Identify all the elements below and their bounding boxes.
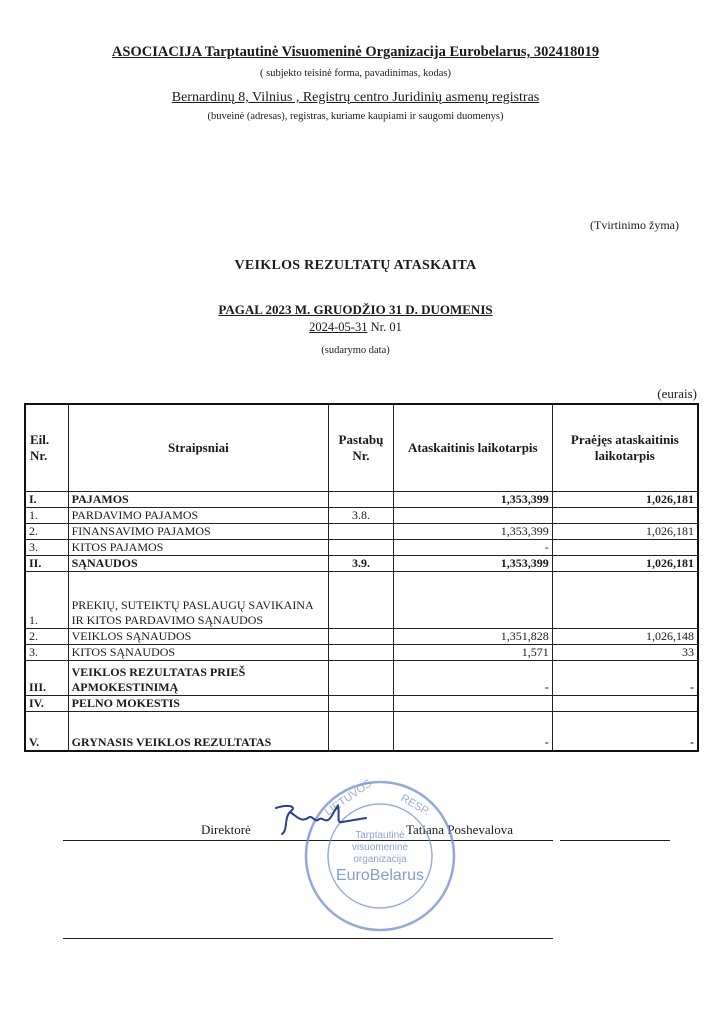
row-previous-value: 1,026,181: [552, 556, 698, 572]
row-item: FINANSAVIMO PAJAMOS: [68, 524, 328, 540]
table-row: [25, 524, 698, 540]
signatory-name: Tatiana Poshevalova: [406, 822, 514, 837]
row-item: PARDAVIMO PAJAMOS: [68, 508, 328, 524]
row-nr: 2.: [25, 629, 68, 645]
row-note: [329, 712, 394, 752]
row-item: VEIKLOS REZULTATAS PRIEŠ APMOKESTINIMĄ: [68, 661, 328, 696]
table-body: [25, 492, 698, 752]
row-previous-value: -: [552, 712, 698, 752]
report-date: 2024-05-31 Nr. 01: [309, 320, 402, 334]
row-previous-value: [552, 572, 698, 629]
row-previous-value: [552, 540, 698, 556]
header-previous: Praėjęs ataskaitinis laikotarpis: [552, 404, 698, 492]
row-item: PAJAMOS: [68, 492, 328, 508]
row-previous-value: 1,026,181: [552, 492, 698, 508]
row-current-value: 1,353,399: [393, 556, 552, 572]
row-current-value: [393, 572, 552, 629]
svg-text:EuroBelarus: EuroBelarus: [335, 867, 425, 884]
currency-note: (eurais): [657, 386, 697, 401]
row-current-value: [393, 696, 552, 712]
row-note: 3.9.: [329, 556, 394, 572]
table-row: [25, 556, 698, 572]
row-note: 3.8.: [329, 508, 394, 524]
row-previous-value: [552, 508, 698, 524]
row-current-value: -: [393, 540, 552, 556]
bottom-line: [63, 938, 553, 939]
header-nr: Eil. Nr.: [25, 404, 68, 492]
row-previous-value: -: [552, 661, 698, 696]
row-item: SĄNAUDOS: [68, 556, 328, 572]
row-item: KITOS PAJAMOS: [68, 540, 328, 556]
row-previous-value: 1,026,181: [552, 524, 698, 540]
row-nr: 3.: [25, 540, 68, 556]
row-note: [329, 661, 394, 696]
table-header-row: [25, 404, 698, 492]
row-current-value: [393, 508, 552, 524]
table-row: [25, 645, 698, 661]
svg-text:organizacija: organizacija: [353, 854, 407, 865]
header-item: Straipsniai: [68, 404, 328, 492]
svg-text:visuomeninė: visuomeninė: [351, 842, 409, 853]
handwritten-signature: [268, 800, 368, 840]
row-nr: V.: [25, 712, 68, 752]
header-current: Ataskaitinis laikotarpis: [393, 404, 552, 492]
row-nr: 3.: [25, 645, 68, 661]
row-current-value: -: [393, 712, 552, 752]
row-nr: 2.: [25, 524, 68, 540]
confirmation-mark: (Tvirtinimo žyma): [590, 218, 679, 232]
report-period: PAGAL 2023 M. GRUODŽIO 31 D. DUOMENIS: [218, 302, 493, 317]
svg-text:LIETUVOS: LIETUVOS: [322, 777, 375, 819]
row-nr: IV.: [25, 696, 68, 712]
row-note: [329, 540, 394, 556]
row-note: [329, 572, 394, 629]
organization-line: ASOCIACIJA Tarptautinė Visuomeninė Organizacija Eurobelarus, 302418019: [111, 44, 600, 60]
row-nr: II.: [25, 556, 68, 572]
results-table: [24, 403, 699, 752]
row-item: KITOS SĄNAUDOS: [68, 645, 328, 661]
row-previous-value: 33: [552, 645, 698, 661]
row-current-value: -: [393, 661, 552, 696]
table-row: [25, 661, 698, 696]
table-row: [25, 696, 698, 712]
row-current-value: 1,353,399: [393, 492, 552, 508]
row-item: PELNO MOKESTIS: [68, 696, 328, 712]
signatory-position: Direktorė: [201, 822, 251, 837]
row-previous-value: 1,026,148: [552, 629, 698, 645]
row-note: [329, 492, 394, 508]
row-current-value: 1,353,399: [393, 524, 552, 540]
svg-text:RESP.: RESP.: [398, 792, 432, 819]
row-note: [329, 629, 394, 645]
table-row: [25, 492, 698, 508]
row-item: VEIKLOS SĄNAUDOS: [68, 629, 328, 645]
row-current-value: 1,351,828: [393, 629, 552, 645]
row-note: [329, 645, 394, 661]
row-note: [329, 696, 394, 712]
row-item: GRYNASIS VEIKLOS REZULTATAS: [68, 712, 328, 752]
row-item: PREKIŲ, SUTEIKTŲ PASLAUGŲ SAVIKAINA IR KITOS PARDAVIMO SĄNAUDOS: [68, 572, 328, 629]
organization-caption: ( subjekto teisinė forma, pavadinimas, kodas): [260, 68, 451, 79]
row-nr: I.: [25, 492, 68, 508]
row-nr: III.: [25, 661, 68, 696]
address-caption: (buveinė (adresas), registras, kuriame kaupiami ir saugomi duomenys): [207, 111, 504, 122]
address-line: Bernardinų 8, Vilnius , Registrų centro Juridinių asmenų registras: [171, 90, 540, 105]
table-row: [25, 712, 698, 752]
row-nr: 1.: [25, 572, 68, 629]
date-caption: (sudarymo data): [321, 345, 390, 356]
table-row: [25, 572, 698, 629]
row-nr: 1.: [25, 508, 68, 524]
table-row: [25, 629, 698, 645]
svg-text:Tarptautinė: Tarptautinė: [355, 830, 405, 841]
table-row: [25, 540, 698, 556]
table-row: [25, 508, 698, 524]
row-current-value: 1,571: [393, 645, 552, 661]
row-note: [329, 524, 394, 540]
header-note: Pastabų Nr.: [329, 404, 394, 492]
signature-line-right: [560, 840, 670, 841]
report-title: VEIKLOS REZULTATŲ ATASKAITA: [234, 258, 477, 273]
row-previous-value: [552, 696, 698, 712]
